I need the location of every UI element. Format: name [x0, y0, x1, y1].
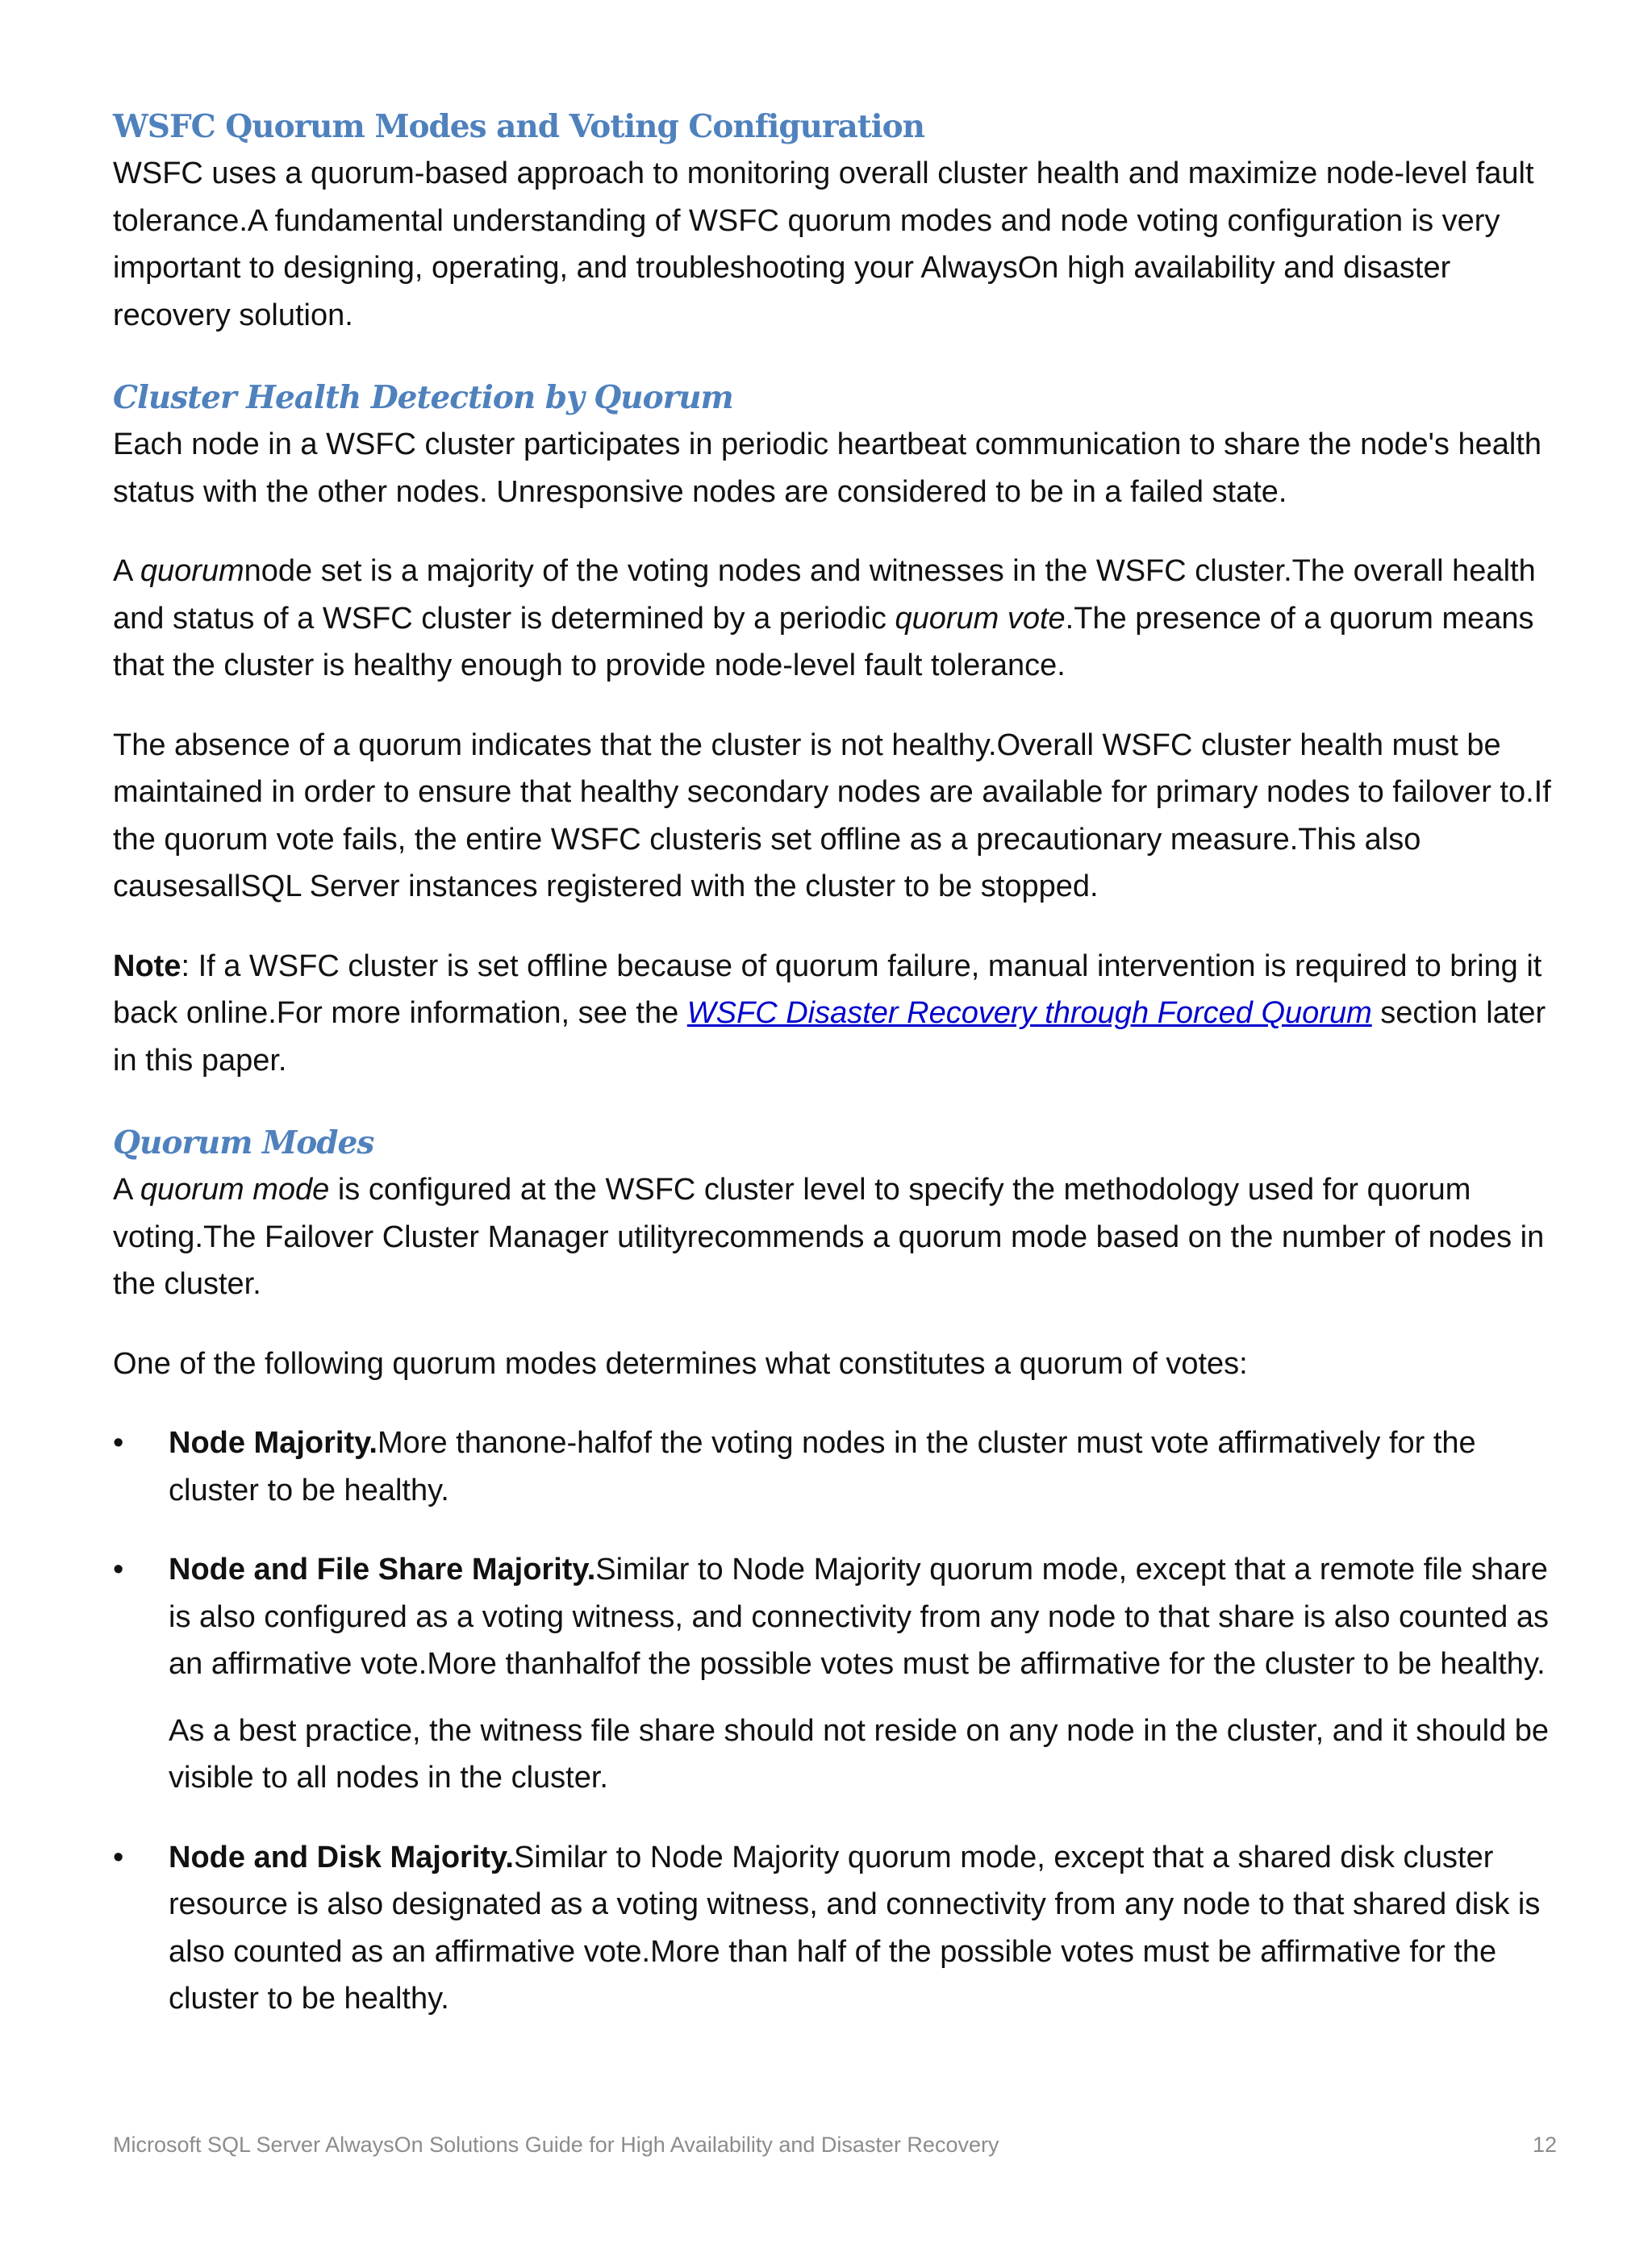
list-item-text: Similar to Node Majority quorum mode, except that a remote file share is also configured as a voting witness, and connectivity from any node to that share is also counted as an affirmative vote.More thanhalfof the possible votes must be affirmative for the cluster to be healthy. — [169, 1553, 1549, 1681]
document-page — [113, 103, 1557, 2023]
forced-quorum-link[interactable]: WSFC Disaster Recovery through Forced Quorum — [686, 996, 1372, 1030]
health-heading: Cluster Health Detection by Quorum — [113, 379, 733, 416]
health-paragraph-2 — [113, 548, 1557, 690]
list-item-node-majority — [113, 1420, 1557, 1514]
health-paragraph-1: Each node in a WSFC cluster participates in periodic heartbeat communication to share the node's health status with the other nodes. Unresponsive nodes are considered to be in a failed state. — [113, 427, 1542, 509]
list-item-label: Node Majority. — [169, 1426, 378, 1460]
text-run: A — [113, 554, 140, 588]
section-intro: WSFC uses a quorum-based approach to monitoring overall cluster health and maximize node-level fault tolerance.A fundamental understanding of WSFC quorum modes and node voting configuration is very important to designing, operating, and troubleshooting your AlwaysOn high availability and disaster recovery solution. — [113, 156, 1534, 332]
list-item-node-disk-majority — [113, 1834, 1557, 2023]
note-paragraph — [113, 943, 1557, 1085]
modes-paragraph-1 — [113, 1166, 1557, 1308]
list-item-note: As a best practice, the witness file share should not reside on any node in the cluster, and it should be visible to all nodes in the cluster. — [169, 1713, 1550, 1795]
text-run: section later in this paper. — [113, 996, 1546, 1078]
list-item-text: Similar to Node Majority quorum mode, except that a shared disk cluster resource is also designated as a voting witness, and connectivity from any node to that shared disk is also counted as an affirmative vote.More than half of the possible votes must be affirmative for the cluster to be healthy. — [169, 1840, 1541, 2016]
page-footer — [113, 2133, 1557, 2158]
term-quorum-mode: quorum mode — [140, 1173, 330, 1207]
term-quorum: quorum — [140, 554, 244, 588]
modes-heading: Quorum Modes — [113, 1124, 374, 1161]
text-run: A — [113, 1173, 140, 1207]
term-quorum-vote: quorum vote — [895, 601, 1066, 636]
footer-title: Microsoft SQL Server AlwaysOn Solutions Guide for High Availability and Disaster Recovery — [113, 2133, 999, 2157]
modes-paragraph-2: One of the following quorum modes determines what constitutes a quorum of votes: — [113, 1346, 1248, 1381]
section-title: WSFC Quorum Modes and Voting Configuration — [113, 108, 924, 145]
text-run: node set is a majority of the voting nodes and witnesses in the WSFC cluster.The overall health and status of a WSFC cluster is determined by a periodic — [113, 554, 1536, 636]
note-label: Note — [113, 949, 181, 983]
bullet-icon: • — [113, 1553, 124, 1587]
quorum-modes-list — [113, 1420, 1557, 2023]
list-item-label: Node and Disk Majority. — [169, 1840, 514, 1874]
bullet-icon: • — [113, 1426, 124, 1460]
list-item-text: More thanone-halfof the voting nodes in the cluster must vote affirmatively for the cluster to be healthy. — [169, 1426, 1476, 1507]
list-item-label: Node and File Share Majority. — [169, 1553, 596, 1587]
text-run: : If a WSFC cluster is set offline because of quorum failure, manual intervention is required to bring it back online.For more information, see the — [113, 949, 1542, 1030]
page-number: 12 — [1532, 2133, 1557, 2157]
bullet-icon: • — [113, 1840, 124, 1874]
text-run: is configured at the WSFC cluster level to specify the methodology used for quorum voting.The Failover Cluster Manager utilityrecommends a quorum mode based on the number of nodes in the cluster. — [113, 1173, 1545, 1301]
list-item-node-file-share-majority — [113, 1546, 1557, 1688]
health-paragraph-3: The absence of a quorum indicates that the cluster is not healthy.Overall WSFC cluster health must be maintained in order to ensure that healthy secondary nodes are available for primary nodes to failover to.If the quorum vote fails, the entire WSFC clusteris set offline as a precautionary measure.This also causesallSQL Server instances registered with the cluster to be stopped. — [113, 728, 1551, 903]
text-run: .The presence of a quorum means that the cluster is healthy enough to provide node-level fault tolerance. — [113, 601, 1534, 682]
